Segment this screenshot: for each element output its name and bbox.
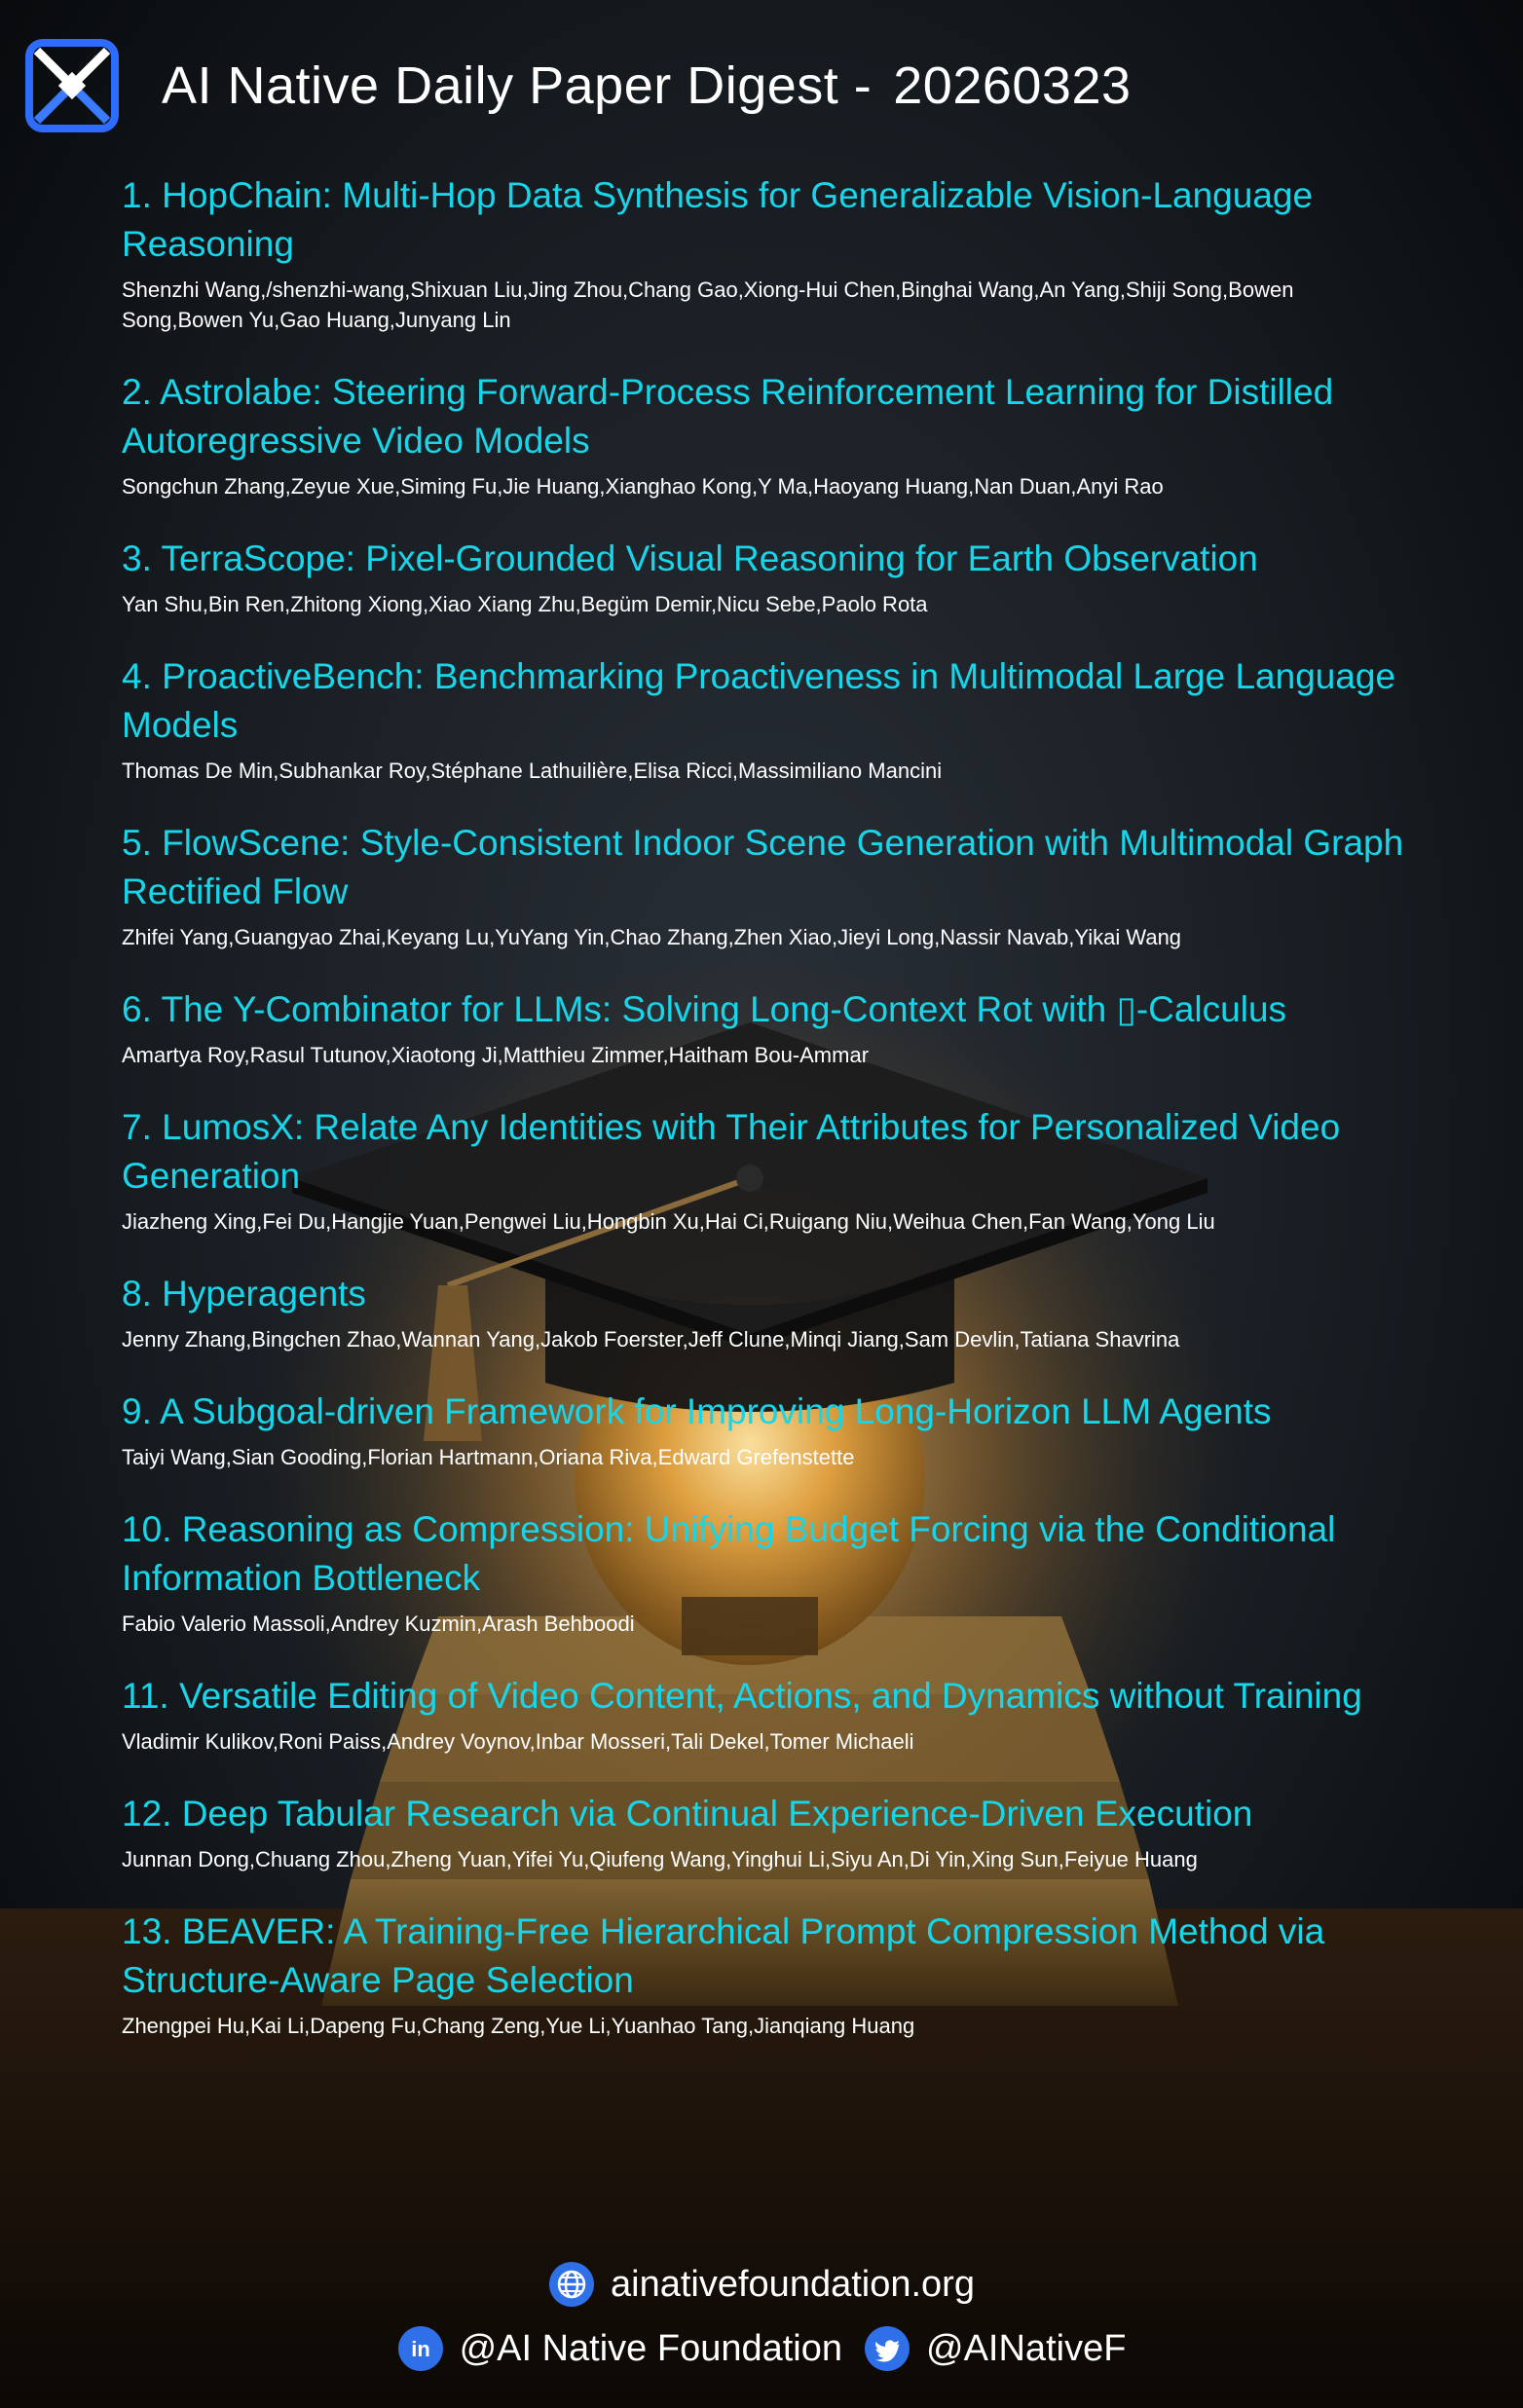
paper-title-link[interactable]: 6. The Y-Combinator for LLMs: Solving Long-Context Rot with ▯-Calculus [122,989,1287,1029]
globe-icon [548,2261,595,2308]
paper-authors: Shenzhi Wang,/shenzhi-wang,Shixuan Liu,Jing Zhou,Chang Gao,Xiong-Hui Chen,Binghai Wang,An Yang,Shiji Song,Bowen Song,Bowen Yu,Gao Huang,Junyang Lin [122,278,1294,332]
paper-title-link[interactable]: 1. HopChain: Multi-Hop Data Synthesis for Generalizable Vision-Language Reasoning [122,175,1314,264]
paper-authors: Songchun Zhang,Zeyue Xue,Siming Fu,Jie Huang,Xianghao Kong,Y Ma,Haoyang Huang,Nan Duan,Anyi Rao [122,474,1164,499]
paper-list [122,171,1417,2074]
paper-item [122,985,1417,1070]
linkedin-handle[interactable]: @AI Native Foundation [459,2327,843,2369]
paper-item [122,1505,1417,1639]
svg-text:in: in [410,2337,430,2361]
paper-authors: Taiyi Wang,Sian Gooding,Florian Hartmann,Oriana Riva,Edward Grefenstette [122,1445,855,1469]
paper-title-link[interactable]: 3. TerraScope: Pixel-Grounded Visual Reasoning for Earth Observation [122,538,1258,578]
paper-item [122,819,1417,952]
twitter-handle[interactable]: @AINativeF [926,2327,1127,2369]
paper-title-link[interactable]: 10. Reasoning as Compression: Unifying Budget Forcing via the Conditional Information Bottleneck [122,1509,1336,1598]
paper-item [122,535,1417,619]
paper-title-link[interactable]: 8. Hyperagents [122,1274,366,1314]
website-link[interactable]: ainativefoundation.org [611,2263,975,2305]
paper-item [122,171,1417,335]
paper-item [122,1790,1417,1874]
paper-item [122,1103,1417,1237]
paper-authors: Thomas De Min,Subhankar Roy,Stéphane Lathuilière,Elisa Ricci,Massimiliano Mancini [122,759,943,783]
linkedin-icon [397,2325,444,2372]
page-title [162,56,1132,116]
paper-item [122,1388,1417,1472]
paper-authors: Junnan Dong,Chuang Zhou,Zheng Yuan,Yifei Yu,Qiufeng Wang,Yinghui Li,Siyu An,Di Yin,Xing Sun,Feiyue Huang [122,1847,1198,1871]
paper-title-link[interactable]: 5. FlowScene: Style-Consistent Indoor Scene Generation with Multimodal Graph Rectified Flow [122,823,1404,911]
digest-date: 20260323 [893,56,1132,115]
paper-authors: Fabio Valerio Massoli,Andrey Kuzmin,Arash Behboodi [122,1612,635,1636]
paper-authors: Yan Shu,Bin Ren,Zhitong Xiong,Xiao Xiang Zhu,Begüm Demir,Nicu Sebe,Paolo Rota [122,592,928,616]
paper-title-link[interactable]: 13. BEAVER: A Training-Free Hierarchical Prompt Compression Method via Structure-Aware Page Selection [122,1911,1325,2000]
twitter-icon [864,2325,910,2372]
paper-item [122,652,1417,786]
paper-title-link[interactable]: 4. ProactiveBench: Benchmarking Proactiveness in Multimodal Large Language Models [122,656,1396,745]
paper-item [122,1908,1417,2041]
title-text: AI Native Daily Paper Digest - [162,56,873,115]
paper-title-link[interactable]: 9. A Subgoal-driven Framework for Improving Long-Horizon LLM Agents [122,1391,1272,1431]
paper-title-link[interactable]: 12. Deep Tabular Research via Continual Experience-Driven Execution [122,1794,1253,1834]
paper-title-link[interactable]: 7. LumosX: Relate Any Identities with Their Attributes for Personalized Video Generation [122,1107,1341,1196]
footer-website [0,2261,1523,2308]
paper-authors: Jiazheng Xing,Fei Du,Hangjie Yuan,Pengwei Liu,Hongbin Xu,Hai Ci,Ruigang Niu,Weihua Chen,Fan Wang,Yong Liu [122,1209,1215,1234]
paper-authors: Jenny Zhang,Bingchen Zhao,Wannan Yang,Jakob Foerster,Jeff Clune,Minqi Jiang,Sam Devlin,Tatiana Shavrina [122,1327,1180,1352]
ai-native-logo-icon [23,37,121,134]
paper-item [122,1270,1417,1354]
paper-authors: Vladimir Kulikov,Roni Paiss,Andrey Voynov,Inbar Mosseri,Tali Dekel,Tomer Michaeli [122,1729,914,1754]
footer-social [0,2325,1523,2372]
paper-authors: Amartya Roy,Rasul Tutunov,Xiaotong Ji,Matthieu Zimmer,Haitham Bou-Ammar [122,1043,870,1067]
paper-title-link[interactable]: 11. Versatile Editing of Video Content, Actions, and Dynamics without Training [122,1676,1362,1716]
paper-authors: Zhifei Yang,Guangyao Zhai,Keyang Lu,YuYang Yin,Chao Zhang,Zhen Xiao,Jieyi Long,Nassir Navab,Yikai Wang [122,925,1182,949]
paper-item [122,1672,1417,1757]
paper-authors: Zhengpei Hu,Kai Li,Dapeng Fu,Chang Zeng,Yue Li,Yuanhao Tang,Jianqiang Huang [122,2014,915,2038]
paper-title-link[interactable]: 2. Astrolabe: Steering Forward-Process Reinforcement Learning for Distilled Autoregressive Video Models [122,372,1334,461]
paper-item [122,368,1417,501]
header [23,27,1132,144]
